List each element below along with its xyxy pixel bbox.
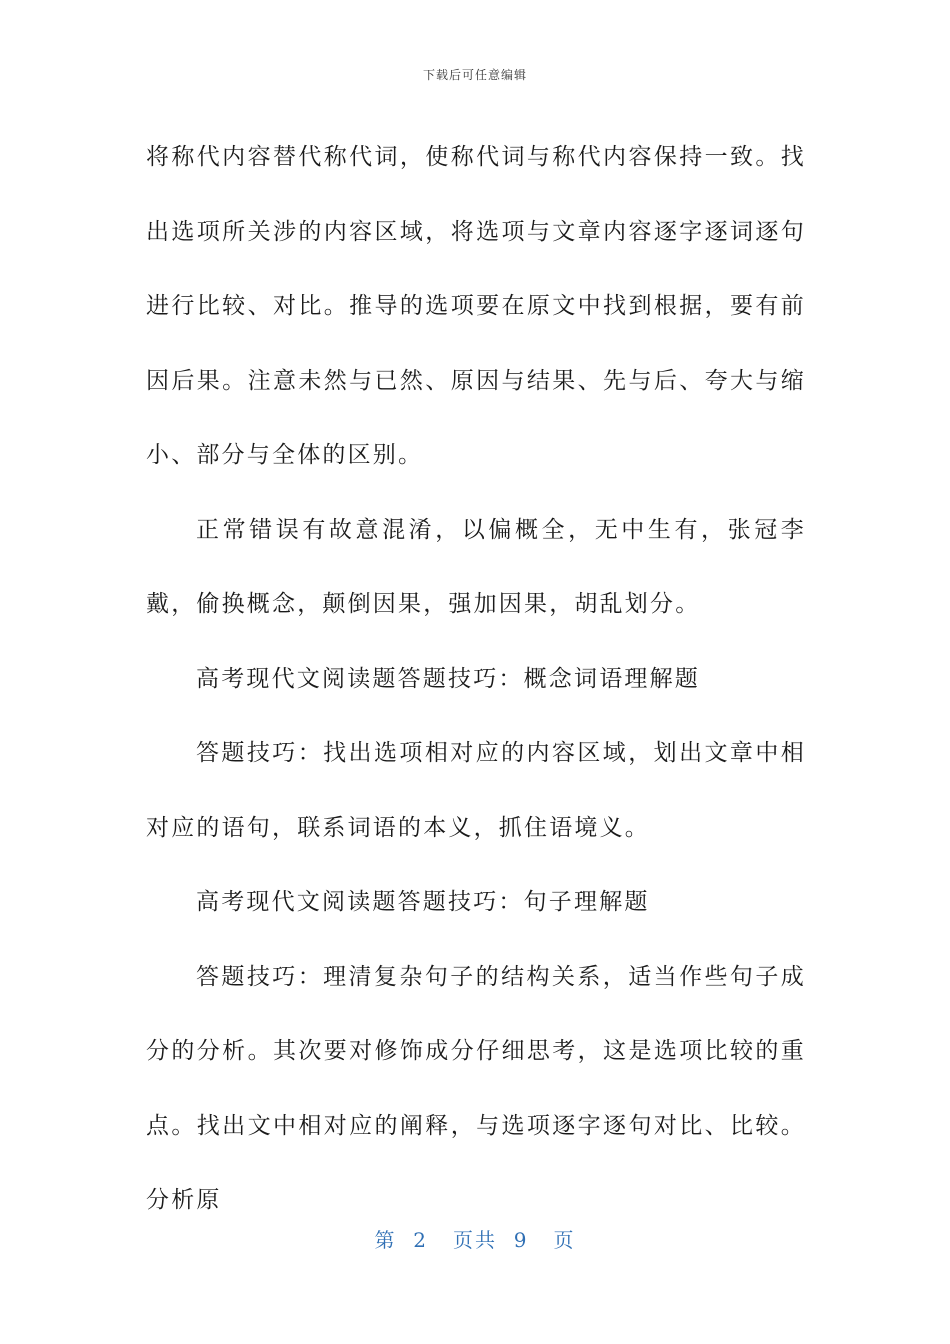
footer-page-number: 2 [413, 1228, 428, 1252]
footer-total-pages: 9 [513, 1228, 529, 1252]
paragraph-4: 答题技巧：理清复杂句子的结构关系，适当作些句子成分的分析。其次要对修饰成分仔细思考，这是选项比较的重点。找出文中相对应的阐释，与选项逐字逐句对比、比较。分析原 [146, 963, 806, 1213]
page-header: 下载后可任意编辑 [422, 68, 527, 82]
footer-suffix: 页 [553, 1228, 576, 1252]
section-heading-concept: 高考现代文阅读题答题技巧：概念词语理解题 [196, 665, 700, 692]
section-heading-sentence: 高考现代文阅读题答题技巧：句子理解题 [196, 889, 650, 915]
footer-prefix: 第 [374, 1228, 397, 1252]
paragraph-1: 将称代内容替代称代词，使称代词与称代内容保持一致。找出选项所关涉的内容区域，将选项与文章内容逐字逐词逐句进行比较、对比。推导的选项要在原文中找到根据，要有前因后果。注意未然与已然、原因与结果、先与后、夸大与缩小、部分与全体的区别。 [146, 144, 806, 468]
paragraph-2: 正常错误有故意混淆，以偏概全，无中生有，张冠李戴，偷换概念，颠倒因果，强加因果，胡乱划分。 [146, 516, 806, 617]
paragraph-3: 答题技巧：找出选项相对应的内容区域，划出文章中相对应的语句，联系词语的本义，抓住语境义。 [146, 740, 806, 841]
page-footer [0, 1224, 950, 1253]
footer-middle: 页共 [453, 1228, 497, 1252]
document-body [146, 120, 806, 1238]
